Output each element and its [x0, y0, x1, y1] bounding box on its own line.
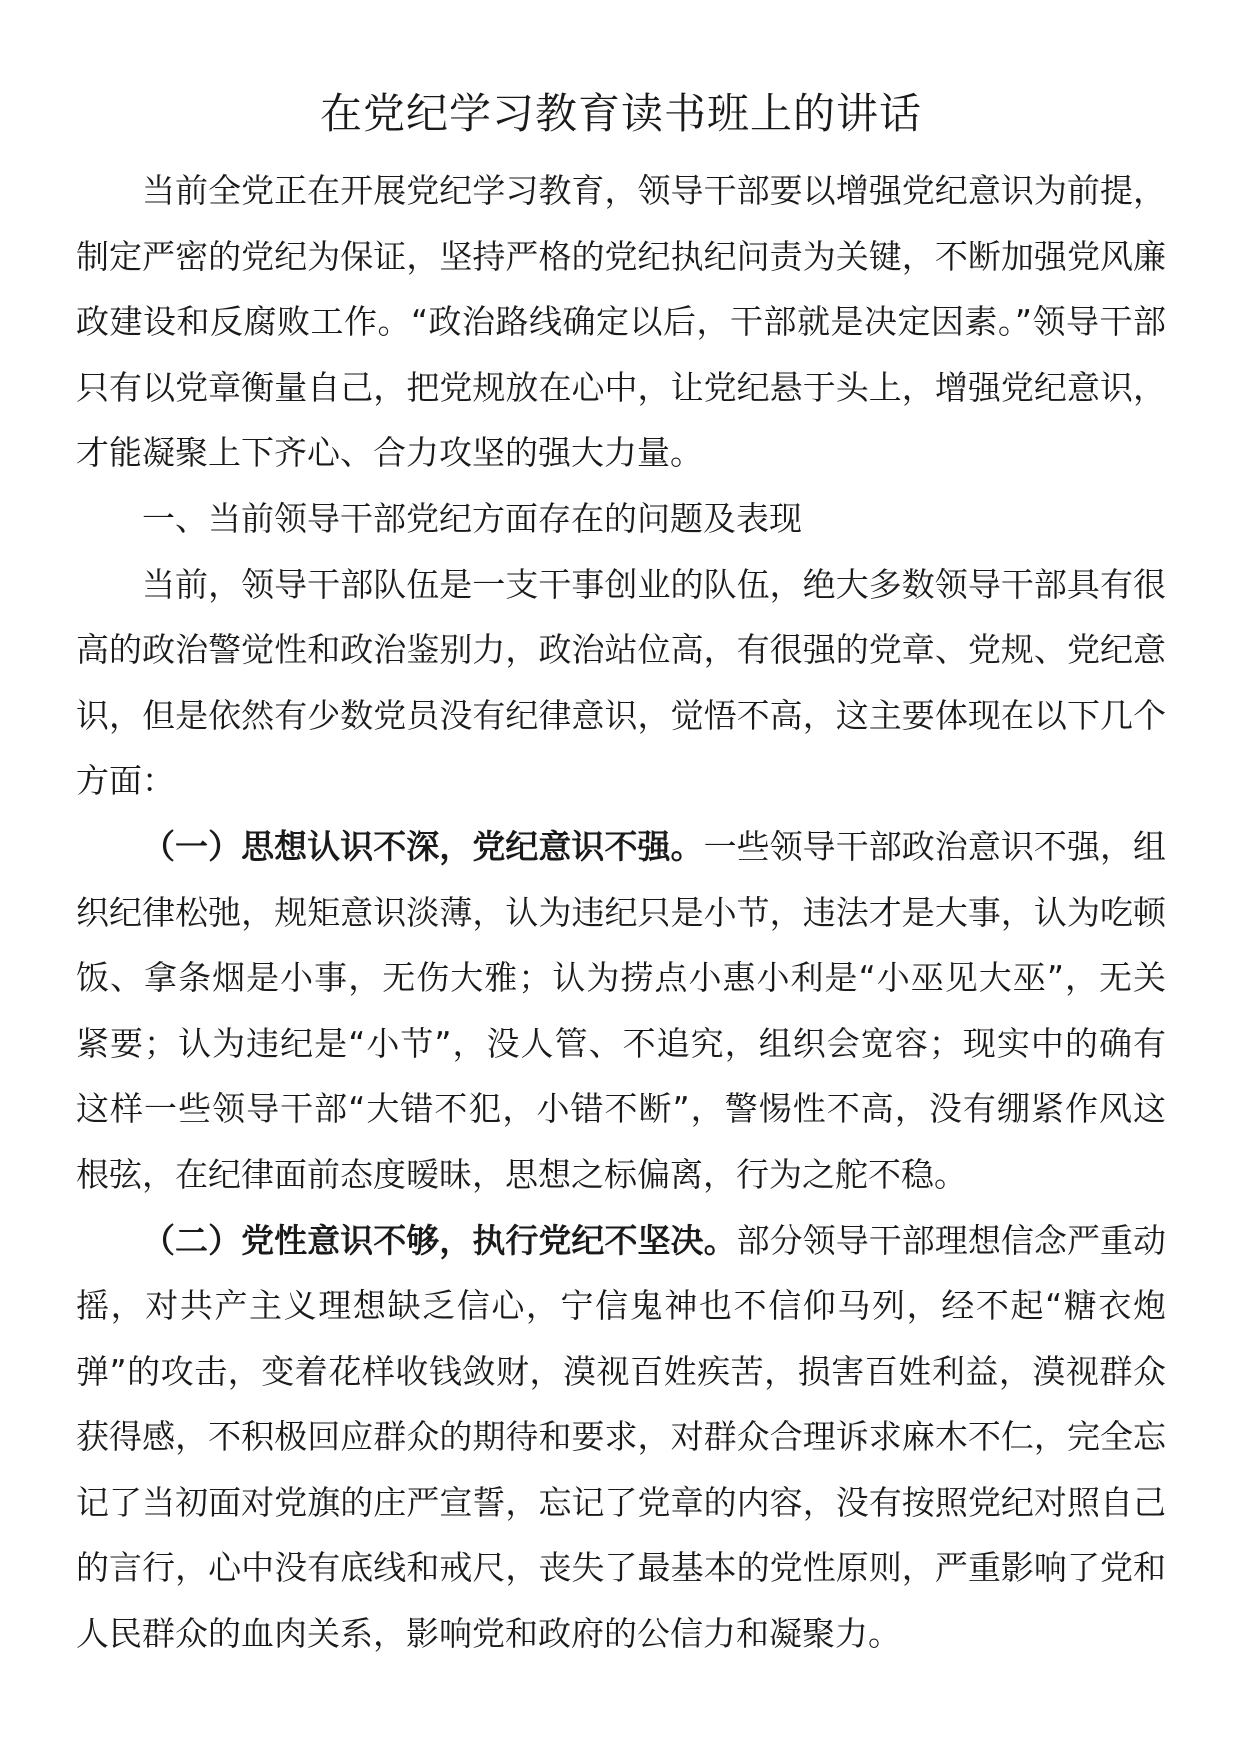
subsection-2-lead: （二）党性意识不够，执行党纪不坚决。 [142, 1220, 737, 1260]
paragraph-text: 一些领导干部政治意识不强，组织纪律松弛，规矩意识淡薄，认为违纪只是小节，违法才是大事，认为吃顿饭、拿条烟是小事，无伤大雅；认为捞点小惠小利是“小巫见大巫”，无关紧要；认为违纪是“小节”，没人管、不追究，组织会宽容；现实中的确有这样一些领导干部“大错不犯，小错不断”，警惕性不高，没有绷紧作风这根弦，在纪律面前态度暧昧，思想之标偏离，行为之舵不稳。 [76, 826, 1167, 1194]
paragraph-text: 当前全党正在开展党纪学习教育，领导干部要以增强党纪意识为前提，制定严密的党纪为保证，坚持严格的党纪执纪问责为关键，不断加强党风廉政建设和反腐败工作。“政治路线确定以后，干部就是决定因素。”领导干部只有以党章衡量自己，把党规放在心中，让党纪悬于头上，增强党纪意识，才能凝聚上下齐心、合力攻坚的强大力量。 [76, 171, 1166, 473]
section-heading-1 [76, 486, 1166, 552]
intro-paragraph [76, 158, 1166, 486]
subsection-1-lead: （一）思想认识不深，党纪意识不强。 [142, 826, 704, 866]
subsection-1-paragraph [76, 814, 1166, 1208]
paragraph-text: 部分领导干部理想信念严重动摇，对共产主义理想缺乏信心，宁信鬼神也不信仰马列，经不起“糖衣炮弹”的攻击，变着花样收钱敛财，漠视百姓疾苦，损害百姓利益，漠视群众获得感，不积极回应群众的期待和要求，对群众合理诉求麻木不仁，完全忘记了当初面对党旗的庄严宣誓，忘记了党章的内容，没有按照党纪对照自己的言行，心中没有底线和戒尺，丧失了最基本的党性原则，严重影响了党和人民群众的血肉关系，影响党和政府的公信力和凝聚力。 [76, 1220, 1167, 1654]
section-1-paragraph [76, 552, 1166, 814]
document-title: 在党纪学习教育读书班上的讲话 [319, 89, 922, 138]
section-heading-text: 一、当前领导干部党纪方面存在的问题及表现 [142, 498, 802, 538]
document-page [76, 78, 1166, 1667]
paragraph-text: 当前，领导干部队伍是一支干事创业的队伍，绝大多数领导干部具有很高的政治警觉性和政治鉴别力，政治站位高，有很强的党章、党规、党纪意识，但是依然有少数党员没有纪律意识，觉悟不高，这主要体现在以下几个方面： [76, 564, 1166, 801]
subsection-2-paragraph [76, 1208, 1166, 1667]
